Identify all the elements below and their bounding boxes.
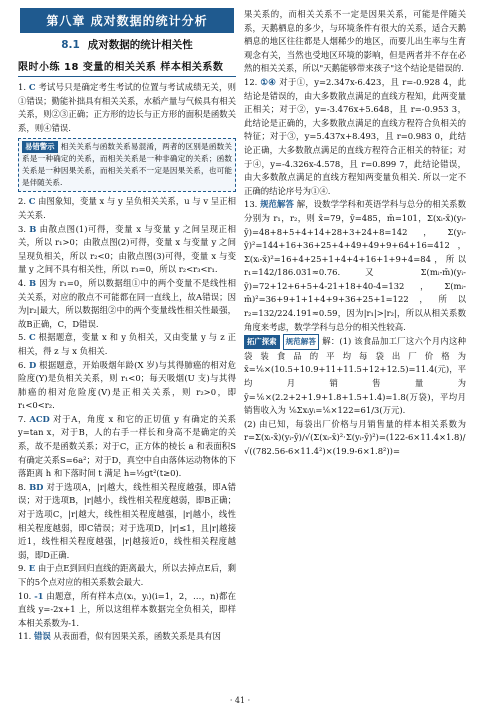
answer-10: 10. -1 由题意，所有样本点(xᵢ，yᵢ)(i=1，2，…，n)都在直线 y=-2x+1 上，所以这组样本数据完全负相关，即样本相关系数为-1.: [18, 590, 236, 628]
left-column: [18, 8, 236, 644]
extension-problem: 拓广探索 规范解答 解：(1) 该食品加工厂这六个月内这种袋装食品的平均每袋出厂价格为 x̄=⅙×(10.5+10.9+11+11.5+12+12.5)=11.4(元)，平均月销售量为 ȳ=⅙×(2.2+2+1.9+1.8+1.5+1.4)=1.8(万袋)，平均月销售收入为 ⅙Σxᵢyᵢ=⅙×122=61/3(万元).: [244, 336, 466, 416]
extension-tag: 拓广探索: [244, 335, 280, 349]
drill-title: 限时小练 18 变量的相关关系 样本相关系数: [18, 58, 236, 77]
answer-3: 3. B 由散点图(1)可得，变量 x 与变量 y 之间呈现正相关，所以 r₁>0；由散点图(2)可得，变量 x 与变量 y 之间呈现负相关，所以 r₂<0；由散点图(3)可得，变量 x 与变量 y 之间不具有相关性，所以 r₃=0，所以 r₂<r₃<r₁.: [18, 223, 236, 275]
section-number: 8.1: [61, 39, 80, 51]
answer-11-cont: 果关系的，而相关关系不一定是因果关系，可能是伴随关系，天鹅栖息的多少，与环境条件有很大的关系，适合天鹅栖息的地区往往都是人烟稀少的地区，而要儿出生率与生育观念有关，当然也受地区环境的影响，但是两者并不存在必然的相关关系，所以"天鹅能够带来孩子"这个结论是错误的.: [244, 9, 466, 74]
answer-4: 4. B 因为 r₁=0，所以数据组①中的两个变量不是线性相关关系，对应的散点不可能都在同一直线上，故A错误；因为|r₂|最大，所以数据组②中的两个变量线性相关性最强，故B正确，C，D错误.: [18, 277, 236, 329]
answer-7: 7. ACD 对于A，角度 x 和它的正切值 y 有确定的关系 y=tan x，对于B，人的右手一样长和身高不是确定的关系，故不是函数关系；对于C，正方体的棱长 a 和表面积S有确定关系S=6a²；对于D，真空中自由落体运动物体的下落距离 h 和下落时间 t 满足 h=½gt²(t≥0).: [18, 413, 237, 479]
right-column: [244, 8, 466, 459]
section-title: [18, 37, 236, 52]
answer-11: 11. 错误 从表面看，似有因果关系，函数关系是具有因: [18, 631, 221, 642]
chapter-title: 第八章 成对数据的统计分析: [20, 8, 234, 33]
tip-text: 相关关系与函数关系易混淆，两者的区别是函数关系是一种确定的关系，而相关关系是一种非确定的关系；函数关系是一种因果关系，而相关关系不一定是因果关系，也可能是伴随关系.: [22, 142, 232, 188]
answer-1: 1. C 考试号只是确定考生考试的位置与考试成绩无关，则①错误；勤能补拙具有相关关系，水稻产量与气候具有相关关系，则②③正确；正方形的边长与正方形的面积是函数关系，则④错误.: [18, 82, 236, 133]
section-name: 成对数据的统计相关性: [87, 39, 193, 51]
page-number: · 41 ·: [229, 696, 251, 705]
answer-5: 5. C 根据题意，变量 x 和 y 负相关，又由变量 y 与 z 正相关，得 z 与 x 负相关.: [18, 332, 236, 356]
answer-8: 8. BD 对于选项A，|r|越大，线性相关程度越强，即A错误；对于选项B，|r|越小，线性相关程度越弱，即B正确；对于选项C，|r|越大，线性相关程度越强，|r|越小，线性相关程度越弱，即C错误；对于选项D，|r|≤1，且|r|越接近1，线性相关程度越强，|r|越接近0，线性相关程度越弱，即D正确.: [18, 481, 236, 560]
extension-part-2: (2) 由已知，每袋出厂价格与月销售量的样本相关系数为 r=Σ(xᵢ-x̄)(yᵢ-ȳ)/√(Σ(xᵢ-x̄)²·Σ(yᵢ-ȳ)²)=(122-6×11.4×1.8)/√((782.56-6×11.4²)×(19.9-6×1.8²))=: [244, 418, 466, 456]
answer-2: 2. C 由图象知，变量 x 与 y 呈负相关关系，u 与 v 呈正相关关系.: [18, 196, 236, 220]
tip-box: [18, 138, 236, 192]
answer-13: 13. 规范解答 解，设数学学科和英语学科与总分的相关系数分别为 r₁，r₂，则 x̄=79，ȳ=485，m̄=101，Σ(xᵢ-x̄)(yᵢ-ȳ)=48+8+5+4+14+28+3+24+8=142，Σ(yᵢ-ȳ)²=144+16+36+25+4+49+49+9+64+16=412，Σ(xᵢ-x̄)²=16+4+25+1+4+4+16+1+9+4=84，所以 r₁=142/186.031≈0.76. 又 Σ(mᵢ-m̄)(yᵢ-ȳ)=72+12+6+5+4-21+18+40-4=132，Σ(mᵢ-m̄)²=36+9+1+1+4+9+36+25+1=122，所以 r₂=132/224.191≈0.59，因为|r₁|>|r₂|，所以从相关系数角度来考虑，数学学科与总分的相关性较高.: [244, 199, 467, 332]
answer-9: 9. E 由于点E到回归直线的距离最大，所以去掉点E后，剩下的5个点对应的相关系数会最大.: [18, 563, 236, 587]
answer-6: 6. D 根据题意，开始吸烟年龄(X 岁)与其得肺癌的相对危险度(Y)是负相关关系，则 r₁<0；每天吸烟(U 支)与其得肺癌的相对危险度(V)是正相关关系，则 r₂>0，即 r₁<0<r₂.: [18, 359, 236, 411]
answer-12: 12. ①④ 对于①，y=2.347x-6.423，且 r=-0.928 4，此结论是错误的，由大多数散点满足的直线方程知，此两变量正相关；对于②，y=-3.476x+5.648，且 r=-0.953 3，此结论是正确的，大多数散点满足的直线方程符合负相关的特征；对于③，y=5.437x+8.493，且 r=0.983 0，此结论正确，大多数散点满足的直线方程符合正相关的特征；对于④，y=-4.326x-4.578，且 r=0.899 7，此结论错误，由大多数散点满足的直线方程知两变量负相关. 所以一定不正确的结论序号为①④.: [244, 76, 466, 196]
tip-tag: 易错警示: [22, 141, 58, 153]
standard-answer-tag: 规范解答: [283, 334, 319, 350]
